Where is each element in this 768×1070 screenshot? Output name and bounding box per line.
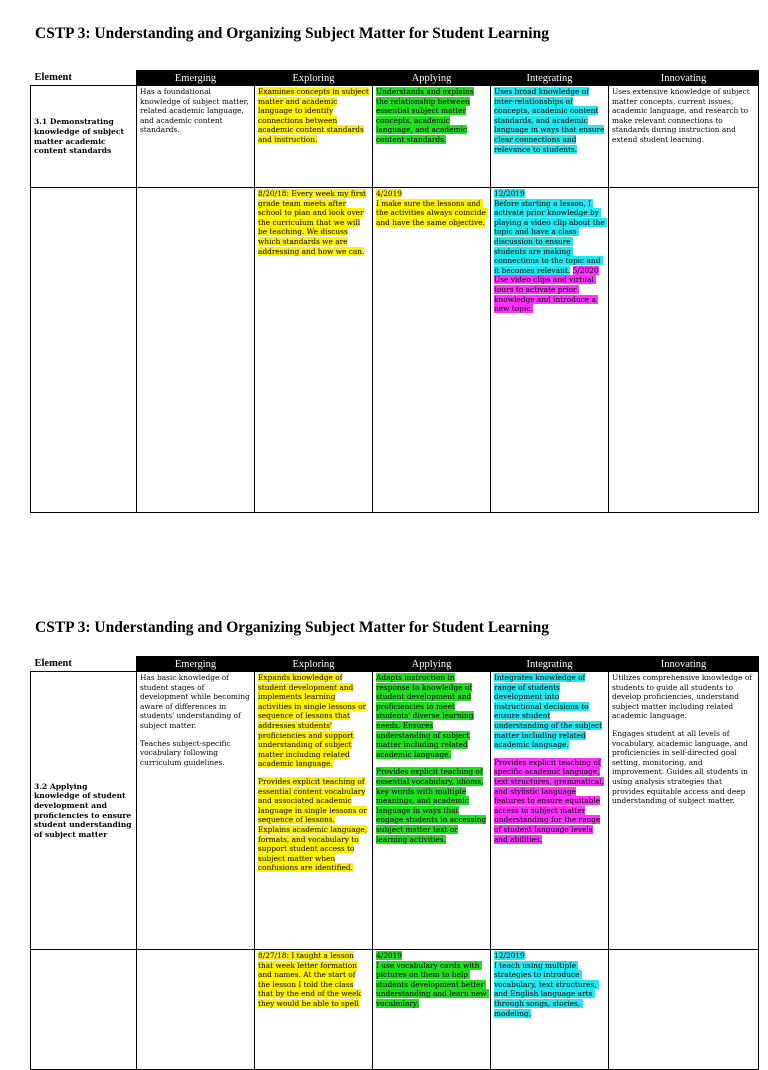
level-header-applying: Applying <box>373 657 491 672</box>
evidence-applying: 4/2019 I make sure the lessons and the activities always coincide and have the same objective. <box>373 188 491 513</box>
descriptor-innovating: Uses extensive knowledge of subject matter concepts, current issues, academic language, and research to make relevant connections to standards during instruction and extend student learning. <box>609 86 759 188</box>
evidence-applying: 4/2019 I use vocabulary cards with pictures on them to help students development better understanding and learn new vocabulary. <box>373 950 491 1070</box>
element-header: Element <box>31 657 137 672</box>
level-header-exploring: Exploring <box>255 657 373 672</box>
evidence-innovating <box>609 950 759 1070</box>
level-header-innovating: Innovating <box>609 71 759 86</box>
evidence-emerging <box>137 188 255 513</box>
level-header-exploring: Exploring <box>255 71 373 86</box>
descriptor-exploring: Examines concepts in subject matter and academic language to identify connections between academic content standards and instruction. <box>255 86 373 188</box>
rubric-table <box>30 656 759 1070</box>
level-header-integrating: Integrating <box>491 657 609 672</box>
element-cell <box>31 672 137 950</box>
element-label: 3.2 Applying knowledge of student development and proficiencies to ensure student understanding of subject matter <box>34 781 132 839</box>
element-cell <box>31 86 137 188</box>
page-title: CSTP 3: Understanding and Organizing Subject Matter for Student Learning <box>35 619 549 636</box>
evidence-row <box>31 188 759 513</box>
descriptor-row <box>31 86 759 188</box>
evidence-integrating: 12/2019 I teach using multiple strategies to introduce vocabulary, text structures, and English language arts through songs, stories, modeling, <box>491 950 609 1070</box>
descriptor-applying: Understands and explains the relationship between essential subject matter concepts, academic language, and academic content standards. <box>373 86 491 188</box>
evidence-row <box>31 950 759 1070</box>
descriptor-emerging: Has basic knowledge of student stages of development while becoming aware of differences in students' understanding of subject matter. Teaches subject-specific vocabulary following curriculum guidelines. <box>137 672 255 950</box>
descriptor-exploring: Expands knowledge of student development and implements learning activities in single lessons or sequence of lessons that addresses students' proficiencies and support understanding of subject matter including related academic language. Provides explicit teaching of essential content vocabulary and associated academic language in single lessons or sequence of lessons. Explains academic language, formats, and vocabulary to support student access to subject matter when confusions are identified. <box>255 672 373 950</box>
element-label: 3.1 Demonstrating knowledge of subject matter academic content standards <box>34 117 124 156</box>
element-header: Element <box>31 71 137 86</box>
level-header-applying: Applying <box>373 71 491 86</box>
rubric-table <box>30 70 759 513</box>
evidence-integrating: 12/2019 Before starting a lesson, I activate prior knowledge by playing a video clip about the topic and have a class discussion to ensure students are making connections to the topic and it becomes relevant. 5/2020 Use video clips and virtual tours to activate prior knowledge and introduce a new topic. <box>491 188 609 513</box>
page-title: CSTP 3: Understanding and Organizing Subject Matter for Student Learning <box>35 25 549 42</box>
evidence-element-cell <box>31 950 137 1070</box>
descriptor-integrating: Integrates knowledge of range of students development into instructional decisions to ensure student understanding of the subject matter including related academic language. Provides explicit teaching of specific academic language, text structures, grammatical, and stylistic language features to ensure equitable access to subject matter understanding for the range of student language levels and abilities. <box>491 672 609 950</box>
evidence-emerging <box>137 950 255 1070</box>
evidence-exploring: 8/27/18: I taught a lesson that week letter formation and names. At the start of the lesson I told the class that by the end of the week they would be able to spell <box>255 950 373 1070</box>
level-header-emerging: Emerging <box>137 657 255 672</box>
level-header-integrating: Integrating <box>491 71 609 86</box>
evidence-element-cell <box>31 188 137 513</box>
descriptor-integrating: Uses broad knowledge of inter-relationships of concepts, academic content standards, and academic language in ways that ensure clear connections and relevance to students. <box>491 86 609 188</box>
level-header-emerging: Emerging <box>137 71 255 86</box>
descriptor-applying: Adapts instruction in response to knowledge of student development and proficiencies to meet students' diverse learning needs. Ensures understanding of subject matter including related academic language. Provides explicit teaching of essential vocabulary, idioms, key words with multiple meanings, and academic language in ways that engage students in accessing subject matter text or learning activities. <box>373 672 491 950</box>
evidence-innovating <box>609 188 759 513</box>
descriptor-emerging: Has a foundational knowledge of subject matter, related academic language, and academic content standards. <box>137 86 255 188</box>
level-header-innovating: Innovating <box>609 657 759 672</box>
descriptor-row <box>31 672 759 950</box>
evidence-exploring: 8/20/18: Every week my first grade team meets after school to plan and look over the curriculum that we will be teaching. We discuss which standards we are addressing and how we can. <box>255 188 373 513</box>
descriptor-innovating: Utilizes comprehensive knowledge of students to guide all students to develop proficiencies, understand subject matter including related academic language. Engages student at all levels of vocabulary, academic language, and proficiencies in self-directed goal setting, monitoring, and improvement. Guides all students in using analysis strategies that provides equitable access and deep understanding of subject matter. <box>609 672 759 950</box>
